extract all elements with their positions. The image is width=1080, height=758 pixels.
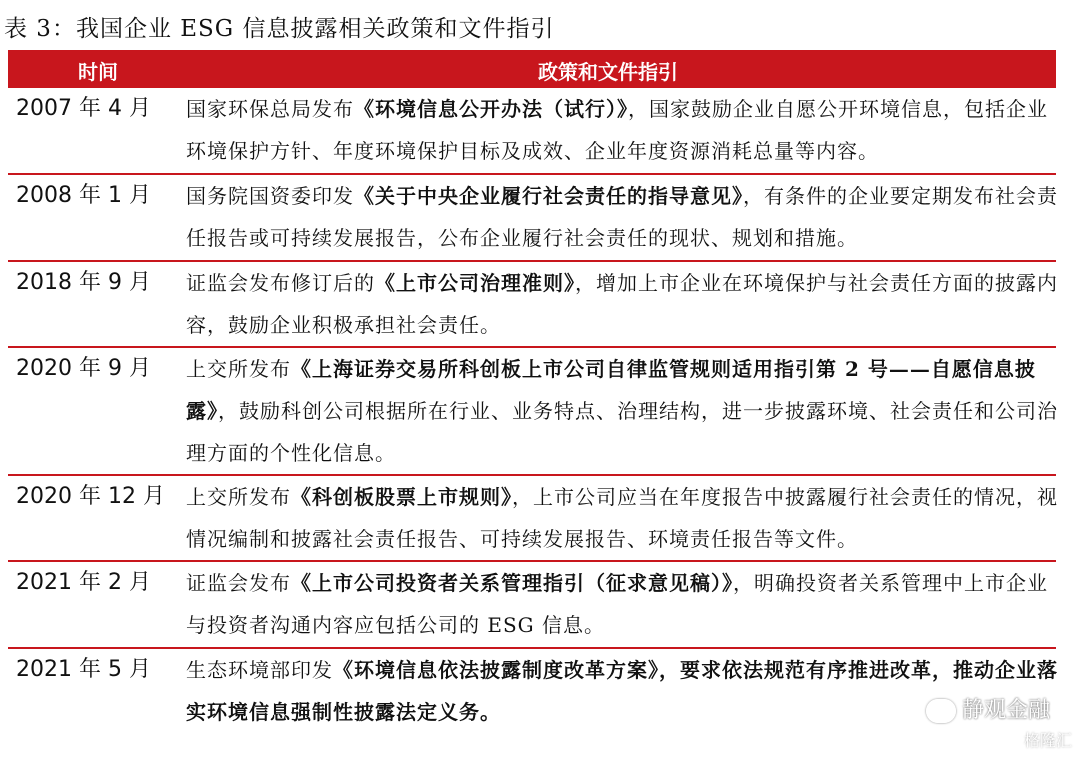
row-date: 2008 年 1 月 (16, 183, 151, 208)
watermark-account: 静观金融 (926, 693, 1050, 724)
row-date: 2007 年 4 月 (16, 96, 151, 121)
table-caption: 表 3：我国企业 ESG 信息披露相关政策和文件指引 (4, 16, 555, 42)
row-text: 上交所发布《上海证券交易所科创板上市公司自律监管规则适用指引第 2 号——自愿信息披露》，鼓励科创公司根据所在行业、业务特点、治理结构，进一步披露环境、社会责任和公司治理方面的个性化信息。 (186, 357, 1058, 465)
table-row (8, 262, 1056, 346)
table-row (8, 476, 1056, 560)
row-text: 证监会发布修订后的《上市公司治理准则》，增加上市企业在环境保护与社会责任方面的披露内容，鼓励企业积极承担社会责任。 (186, 271, 1058, 337)
row-date: 2020 年 12 月 (16, 484, 165, 509)
row-text: 上交所发布《科创板股票上市规则》，上市公司应当在年度报告中披露履行社会责任的情况，视情况编制和披露社会责任报告、可持续发展报告、环境责任报告等文件。 (186, 485, 1058, 551)
wechat-icon (926, 699, 956, 723)
watermark-site: 格隆汇 (1023, 731, 1072, 750)
table-header (8, 50, 1056, 88)
row-date: 2021 年 2 月 (16, 570, 151, 595)
row-text: 生态环境部印发《环境信息依法披露制度改革方案》，要求依法规范有序推进改革，推动企业落实环境信息强制性披露法定义务。 (186, 658, 1058, 724)
row-date: 2020 年 9 月 (16, 356, 151, 381)
row-text: 国务院国资委印发《关于中央企业履行社会责任的指导意见》，有条件的企业要定期发布社会责任报告或可持续发展报告，公布企业履行社会责任的现状、规划和措施。 (186, 184, 1058, 250)
table-row (8, 88, 1056, 172)
header-policy: 政策和文件指引 (538, 60, 678, 84)
header-time: 时间 (78, 60, 118, 84)
table-row (8, 348, 1056, 474)
row-date: 2018 年 9 月 (16, 270, 151, 295)
table-row (8, 649, 1056, 733)
row-text: 国家环保总局发布《环境信息公开办法（试行）》，国家鼓励企业自愿公开环境信息，包括企业环境保护方针、年度环境保护目标及成效、企业年度资源消耗总量等内容。 (186, 97, 1048, 163)
table-row (8, 175, 1056, 259)
row-text: 证监会发布《上市公司投资者关系管理指引（征求意见稿）》，明确投资者关系管理中上市企业与投资者沟通内容应包括公司的 ESG 信息。 (186, 571, 1048, 637)
row-date: 2021 年 5 月 (16, 657, 151, 682)
table-row (8, 562, 1056, 646)
